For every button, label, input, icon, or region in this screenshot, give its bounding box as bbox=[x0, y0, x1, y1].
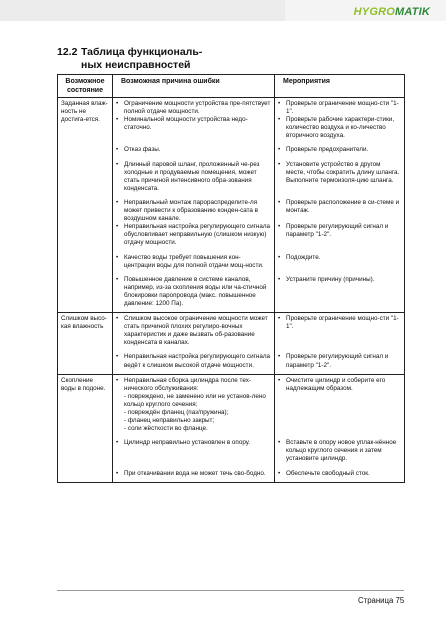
state-cell bbox=[58, 468, 113, 483]
table-row bbox=[58, 274, 405, 313]
list-item: • Отказ фазы. bbox=[116, 146, 161, 154]
list-item: • Длинный паровой шланг, проложенный че-рез холодные и продуваемые помещения, может стать причиной интенсивного обра-зования конденсата. bbox=[116, 160, 260, 192]
footer-divider bbox=[57, 590, 404, 591]
action-cell bbox=[275, 159, 405, 197]
state-cell bbox=[58, 351, 113, 374]
column-header-state: Возможное состояние bbox=[58, 75, 113, 98]
cause-cell bbox=[113, 252, 275, 274]
list-item: • Неправильный монтаж парораспределите-ля может привести к образованию конден-сата в воздушном канале. bbox=[116, 198, 258, 223]
list-item: • Неправильная настройка регулирующего сигнала обусловливает неправильную (слишком низкую) отдачу мощности. bbox=[116, 223, 271, 247]
state-cell bbox=[58, 252, 113, 274]
list-item: • Устраните причину (причины). bbox=[278, 275, 375, 283]
list-item: • Проверьте рабочие характери-стики, количество воздуха и ко-личество вторичного воздуха. bbox=[278, 116, 395, 140]
brand-logo: HYGROMATIK bbox=[353, 6, 430, 18]
action-cell bbox=[275, 313, 405, 352]
list-item: • Подождите. bbox=[278, 253, 321, 261]
state-cell: Слишком высо-кая влажность bbox=[58, 313, 113, 352]
list-item: • Слишком высокое ограничение мощности может стать причиной плохих регулиро-вочных характеристик и даже вызвать об-разование конденсата в каналах. bbox=[116, 315, 268, 347]
action-cell bbox=[275, 98, 405, 145]
cause-cell bbox=[113, 468, 275, 483]
table-row bbox=[58, 437, 405, 467]
table-row bbox=[58, 98, 405, 145]
state-cell bbox=[58, 274, 113, 313]
fault-table bbox=[57, 74, 405, 483]
action-cell bbox=[275, 374, 405, 437]
header-accent bbox=[0, 0, 285, 21]
list-subitem: - соли жёсткости во фланце. bbox=[124, 425, 208, 433]
column-header-cause: Возможная причина ошибки bbox=[113, 75, 275, 98]
table-row bbox=[58, 374, 405, 437]
table-header-row bbox=[58, 75, 405, 98]
table-row bbox=[58, 313, 405, 352]
state-cell: Скопление воды в подоне. bbox=[58, 374, 113, 437]
action-cell bbox=[275, 274, 405, 313]
list-item: • Цилиндр неправильно установлен в опору. bbox=[116, 439, 251, 447]
section-heading bbox=[57, 46, 357, 72]
list-item: • Качество воды требует повышения кон-центрации воды для полной отдачи мощ-ности. bbox=[116, 253, 264, 269]
list-item: • Номинальной мощности устройства недо-статочно. bbox=[116, 116, 248, 132]
list-item: • Обеспечьте свободный сток. bbox=[278, 469, 370, 477]
list-item: • Повышенное давление в системе каналов, например, из-за скопления воды или ча-стичной блокировки паропровода (макс. повышенное давление: 1200 Па). bbox=[116, 275, 267, 307]
list-item: • Проверьте регулирующий сигнал и параметр "1-2". bbox=[278, 223, 389, 239]
cause-cell bbox=[113, 98, 275, 145]
table-row bbox=[58, 144, 405, 158]
cause-cell bbox=[113, 374, 275, 437]
action-cell bbox=[275, 437, 405, 467]
list-subitem: - повреждён фланец (паз/пружина); bbox=[124, 409, 229, 416]
table-row bbox=[58, 197, 405, 252]
cause-cell bbox=[113, 144, 275, 158]
table-row bbox=[58, 351, 405, 374]
list-item: • Проверьте расположение в си-стеме и монтаж. bbox=[278, 198, 400, 215]
cause-cell bbox=[113, 313, 275, 352]
cause-cell bbox=[113, 197, 275, 252]
action-cell bbox=[275, 468, 405, 483]
state-cell bbox=[58, 197, 113, 252]
section-number: 12.2 bbox=[57, 46, 78, 58]
action-cell bbox=[275, 252, 405, 274]
action-cell bbox=[275, 351, 405, 374]
list-subitem: - фланец неправильно закрыт; bbox=[124, 417, 215, 425]
column-header-action: Мероприятия bbox=[275, 75, 405, 98]
list-item: • Установите устройство в другом месте, чтобы сократить длину шланга. Выполните термоизоля-цию шланга. bbox=[278, 160, 400, 184]
cause-cell bbox=[113, 351, 275, 374]
header-bar bbox=[0, 0, 446, 21]
list-item: • При откачивании вода не может течь сво-бодно. bbox=[116, 469, 266, 477]
cause-cell bbox=[113, 159, 275, 197]
page-number: Страница 75 bbox=[358, 596, 405, 605]
action-cell bbox=[275, 144, 405, 158]
section-title-line2: ных неисправностей bbox=[81, 59, 191, 71]
list-item: • Очистите цилиндр и соберите его надлежащим образом. bbox=[278, 376, 386, 392]
state-cell bbox=[58, 437, 113, 467]
list-item: • Вставьте в опору новое уплак-нённое кольцо круглого сечения и затем установите цилиндр. bbox=[278, 439, 397, 463]
list-item: • Ограничение мощности устройства пре-пятствует полной отдаче мощности. bbox=[116, 100, 271, 116]
table-row bbox=[58, 159, 405, 197]
state-cell bbox=[58, 159, 113, 197]
cause-cell bbox=[113, 274, 275, 313]
state-cell: Заданная влаж-ность не достига-ется. bbox=[58, 98, 113, 145]
action-cell bbox=[275, 197, 405, 252]
state-cell bbox=[58, 144, 113, 158]
list-item: • Проверьте регулирующий сигнал и параметр "1-2". bbox=[278, 353, 389, 369]
list-item: • Проверьте предохранители. bbox=[278, 146, 369, 154]
list-item: • Неправильная сборка цилиндра после тех-нического обслуживания: bbox=[116, 376, 251, 392]
cause-cell bbox=[113, 437, 275, 467]
list-item: • Проверьте ограничение мощно-сти "1-1". bbox=[278, 100, 399, 116]
list-item: • Проверьте ограничение мощно-сти "1-1". bbox=[278, 315, 399, 331]
list-subitem: - повреждено, не заменено или не установ-лено кольцо круглого сечения; bbox=[124, 392, 266, 408]
list-item: • Неправильная настройка регулирующего сигнала ведёт к слишком высокой отдаче мощности. bbox=[116, 353, 271, 369]
section-title-line1: Таблица функциональ- bbox=[81, 46, 203, 58]
table-row bbox=[58, 468, 405, 483]
table-row bbox=[58, 252, 405, 274]
